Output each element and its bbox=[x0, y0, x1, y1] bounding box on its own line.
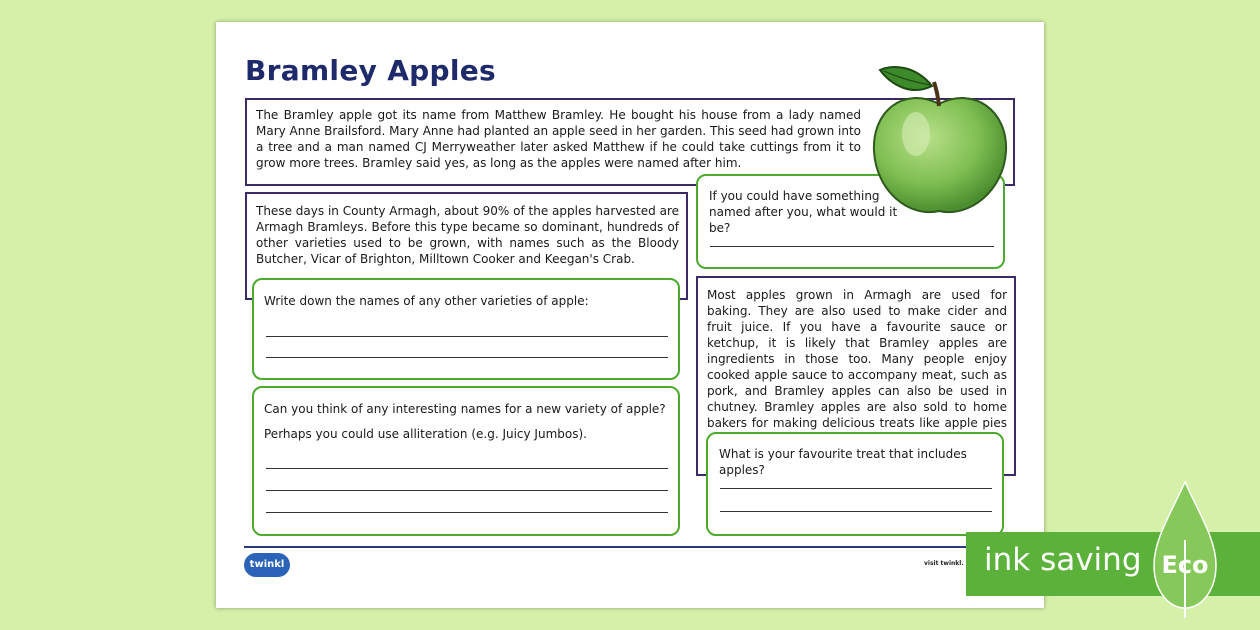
answer-line[interactable] bbox=[266, 357, 668, 358]
answer-line[interactable] bbox=[720, 488, 992, 489]
apple-illustration bbox=[864, 56, 1014, 221]
ink-saving-label: ink saving bbox=[984, 542, 1142, 578]
question-new-variety: Can you think of any interesting names for a new variety of apple? bbox=[264, 402, 666, 416]
question-box-new-variety bbox=[252, 386, 680, 536]
worksheet-page bbox=[216, 22, 1044, 608]
uses-text: Most apples grown in Armagh are used for baking. They are also used to make cider and fruit juice. If you have a favourite sauce or ketchup, it is likely that Bramley apples are ingredients in those too. Many people enjoy cooked apple sauce to accompany meat, such as pork, and Bramley apples can also be used in chutney. Bramley apples are also sold to home bakers for making delicious treats like apple pies bbox=[707, 288, 1007, 430]
question-named-after-you: If you could have something named after you, what would it be? bbox=[709, 189, 898, 235]
eco-label: Eco bbox=[1161, 551, 1209, 579]
question-box-other-varieties bbox=[252, 278, 680, 380]
eco-leaf-drop-icon bbox=[1150, 480, 1220, 620]
armagh-text: These days in County Armagh, about 90% of the apples harvested are Armagh Bramleys. Before this type became so dominant, hundreds of other varieties used to be grown, with names such as the Bloody Butcher, Vicar of Brighton, Milltown Cooker and Keegan's Crab. bbox=[256, 204, 679, 266]
page-title: Bramley Apples bbox=[245, 54, 497, 87]
question-other-varieties: Write down the names of any other varieties of apple: bbox=[264, 294, 589, 308]
answer-line[interactable] bbox=[266, 468, 668, 469]
visit-link[interactable]: visit twinkl. bbox=[924, 560, 964, 567]
intro-text: The Bramley apple got its name from Matthew Bramley. He bought his house from a lady named Mary Anne Brailsford. Mary Anne had planted an apple seed in her garden. This seed had grown into a tree and a man named CJ Merryweather later asked Matthew if he could take cuttings from it to grow more trees. Bramley said yes, as long as the apples were named after him. bbox=[256, 108, 861, 170]
answer-line[interactable] bbox=[266, 490, 668, 491]
question-favourite-treat: What is your favourite treat that includes apples? bbox=[719, 447, 967, 477]
twinkl-logo: twinkl bbox=[244, 553, 290, 577]
answer-line[interactable] bbox=[710, 246, 994, 247]
question-alliteration: Perhaps you could use alliteration (e.g. Juicy Jumbos). bbox=[264, 427, 587, 441]
question-box-favourite-treat bbox=[706, 432, 1004, 536]
answer-line[interactable] bbox=[720, 511, 992, 512]
answer-line[interactable] bbox=[266, 512, 668, 513]
answer-line[interactable] bbox=[266, 336, 668, 337]
footer-rule bbox=[244, 546, 1014, 548]
